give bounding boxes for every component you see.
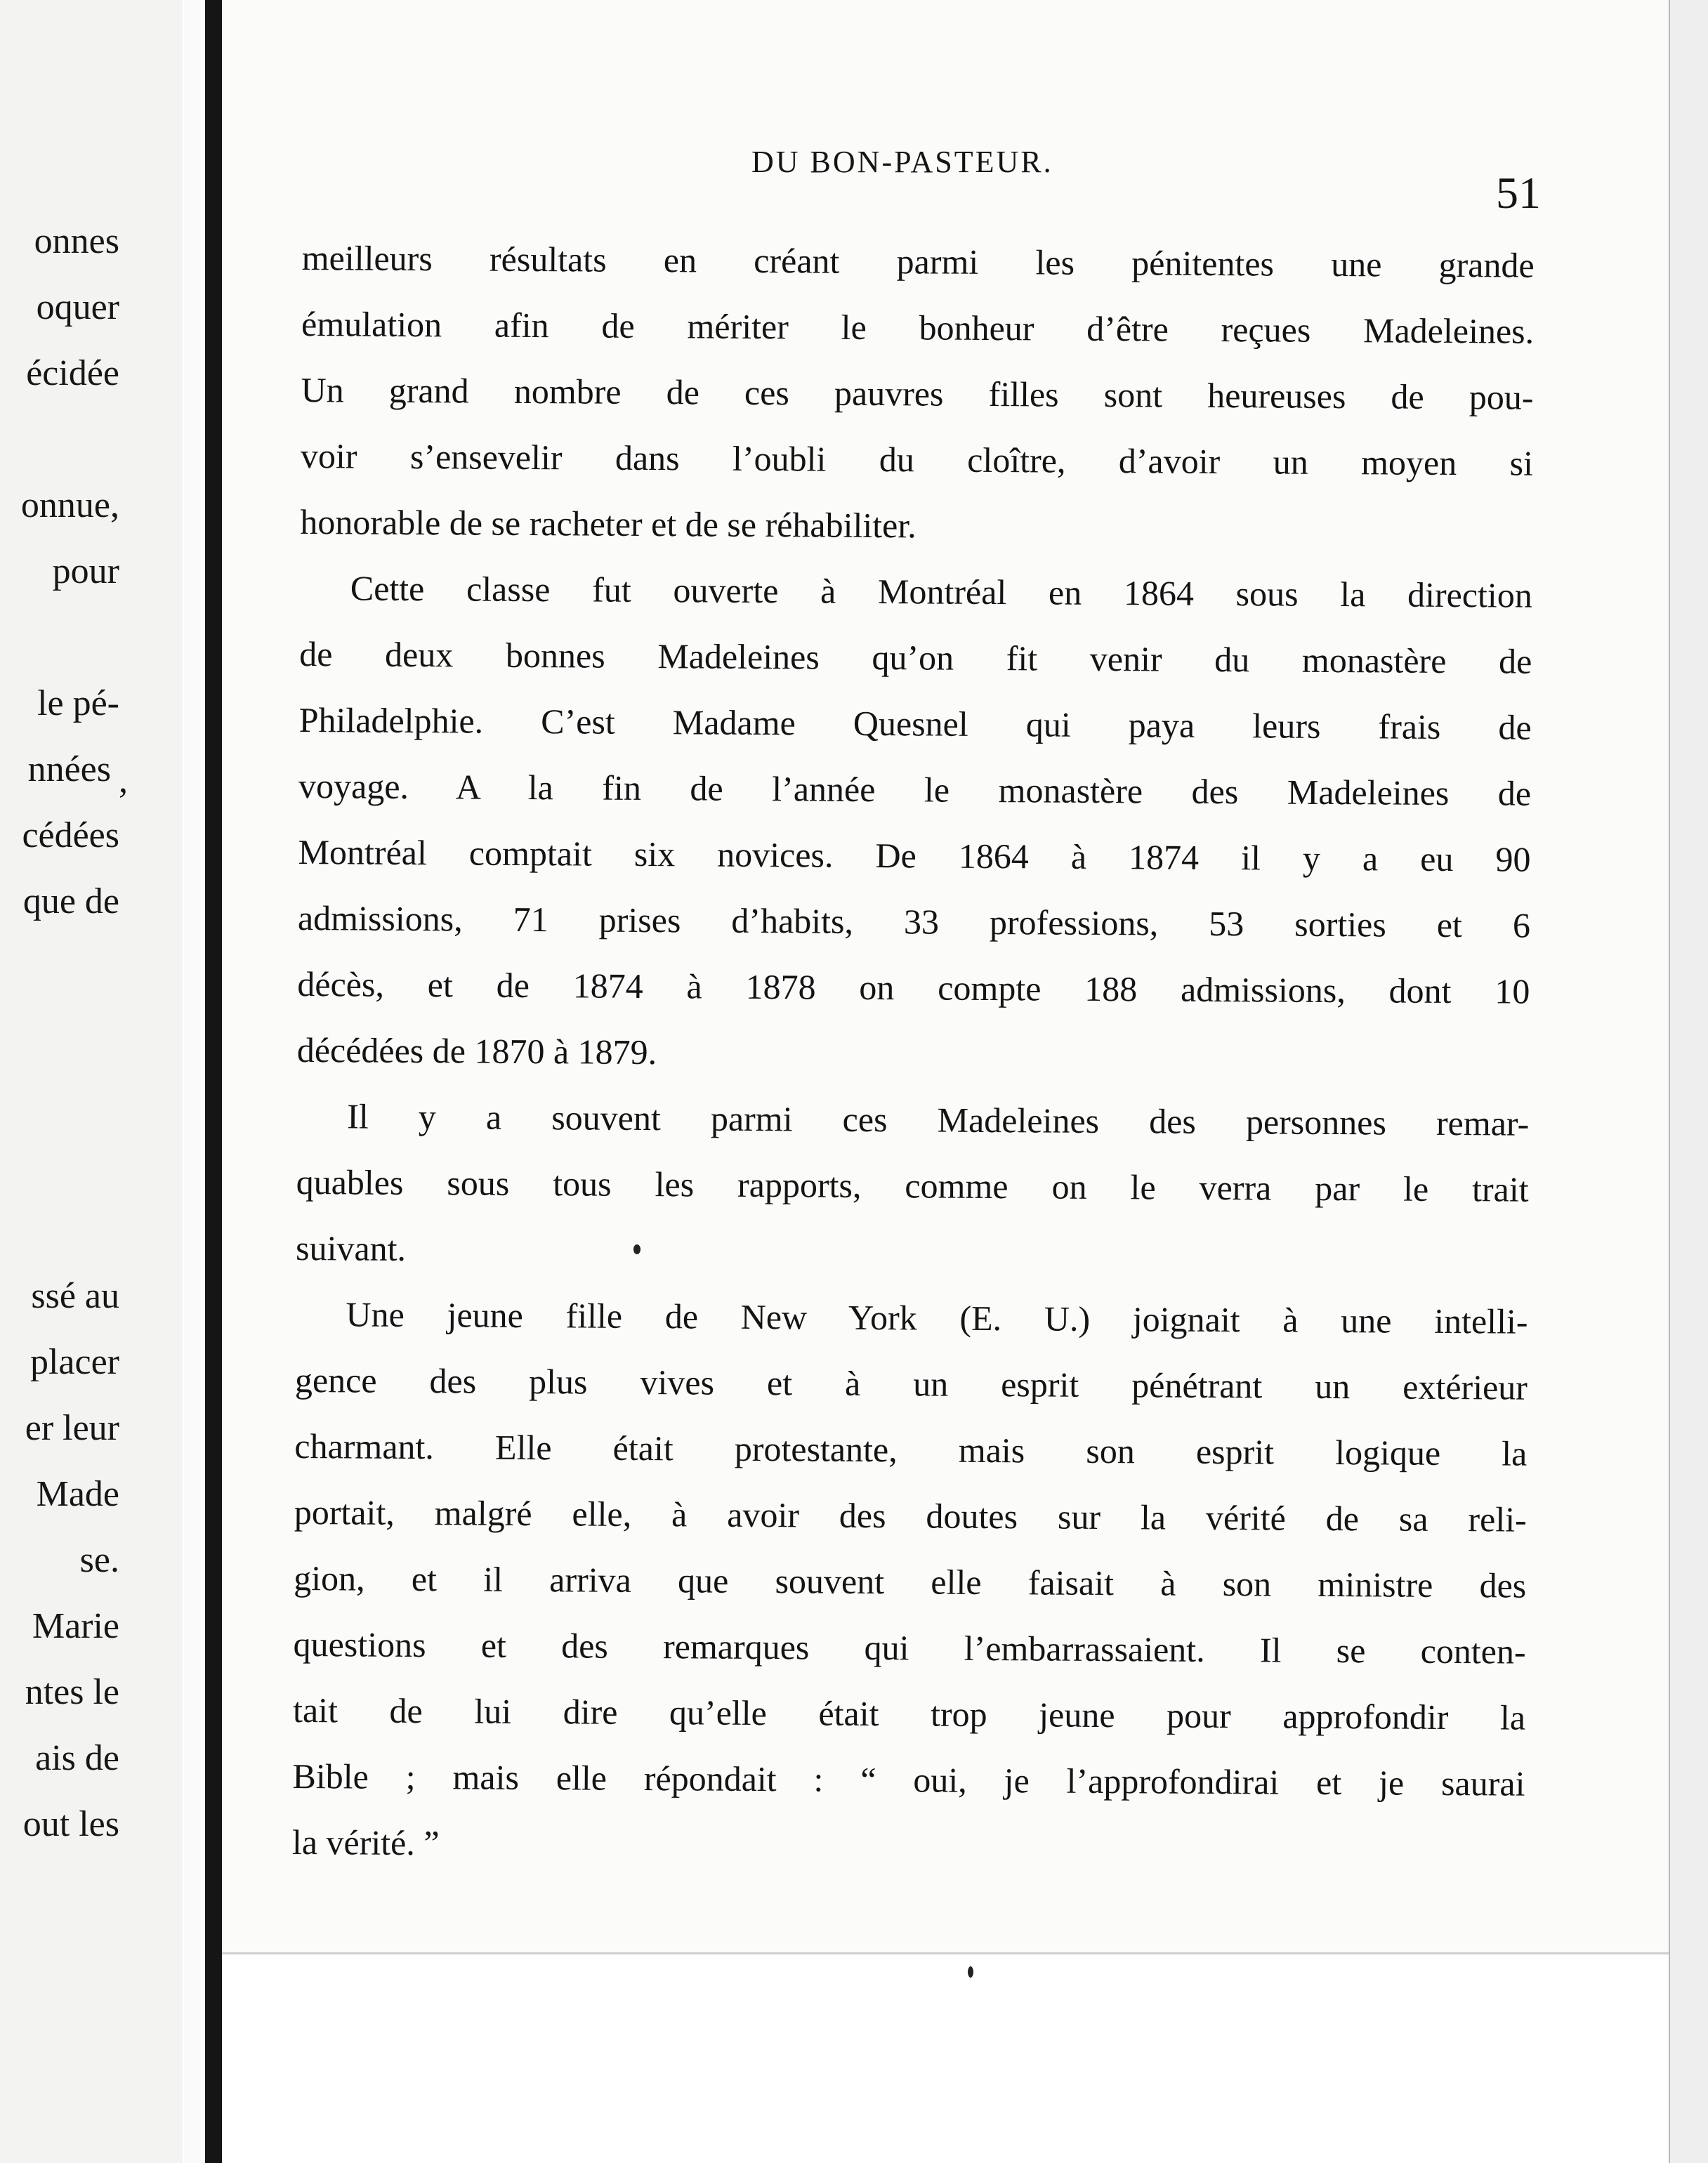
- text-line: tait de lui dire qu’elle était trop jeune pour approfondir la: [292, 1690, 1526, 1737]
- text-line: admissions, 71 prises d’habits, 33 professions, 53 sorties et 6: [297, 898, 1531, 945]
- left-page-fragment: er leur: [25, 1408, 119, 1448]
- left-page-fragment: se.: [79, 1540, 119, 1580]
- left-page-fragment: placer: [29, 1342, 119, 1382]
- left-page-fragment: onnes: [34, 221, 119, 261]
- left-page-fragment: Marie: [32, 1606, 119, 1646]
- text-line: de deux bonnes Madeleines qu’on fit venir du monastère de: [299, 633, 1532, 681]
- left-page-fragment: écidée: [26, 353, 119, 393]
- text-line: Il y a souvent parmi ces Madeleines des personnes remar-: [347, 1096, 1530, 1143]
- page-edge: [1669, 0, 1708, 2163]
- text-line: gence des plus vives et à un esprit pénétrant un extérieur: [294, 1360, 1528, 1407]
- text-line: émulation afin de mériter le bonheur d’être reçues Madeleines.: [301, 303, 1535, 351]
- text-line: Montréal comptait six novices. De 1864 à 1874 il y a eu 90: [298, 831, 1531, 879]
- left-page-fragment: out les: [22, 1804, 119, 1844]
- text-line: gion, et il arriva que souvent elle faisait à son ministre des: [294, 1558, 1527, 1605]
- text-line: questions et des remarques qui l’embarrassaient. Il se conten-: [293, 1624, 1526, 1671]
- text-line: Un grand nombre de ces pauvres filles sont heureuses de pou-: [301, 369, 1534, 417]
- text-line: quables sous tous les rapports, comme on le verra par le trait: [296, 1162, 1529, 1209]
- text-line: décédées de 1870 à 1879.: [296, 1030, 657, 1072]
- body-text: [292, 225, 1535, 1883]
- gutter: [184, 0, 205, 2163]
- print-speck: [633, 1244, 640, 1254]
- text-line: Bible ; mais elle répondait : “ oui, je l’approfondirai et je saurai: [292, 1756, 1525, 1803]
- text-line: honorable de se racheter et de se réhabiliter.: [300, 501, 917, 546]
- text-line: meilleurs résultats en créant parmi les pénitentes une grande: [301, 237, 1535, 285]
- print-speck: [968, 1966, 973, 1978]
- left-page-sliver: [0, 0, 183, 2163]
- left-page-fragment: le pé-: [37, 683, 119, 723]
- text-line: voir s’ensevelir dans l’oubli du cloître, d’avoir un moyen si: [300, 435, 1534, 483]
- left-page-fragment: ntes le: [25, 1672, 119, 1712]
- text-line: Cette classe fut ouverte à Montréal en 1864 sous la direction: [350, 568, 1532, 615]
- text-line: décès, et de 1874 à 1878 on compte 188 admissions, dont 10: [297, 964, 1530, 1011]
- text-line: voyage. A la fin de l’année le monastère des Madeleines de: [298, 765, 1532, 813]
- left-page-fragment: ssé au: [31, 1276, 119, 1316]
- text-line: la vérité. ”: [291, 1822, 440, 1863]
- text-line: portait, malgré elle, à avoir des doutes sur la vérité de sa reli-: [294, 1492, 1527, 1539]
- left-page-fragment: nnées: [27, 749, 111, 789]
- text-line: charmant. Elle était protestante, mais son esprit logique la: [294, 1426, 1528, 1473]
- text-line: Philadelphie. C’est Madame Quesnel qui paya leurs frais de: [298, 699, 1532, 747]
- left-page-fragment: que de: [22, 881, 119, 921]
- text-line: suivant.: [295, 1228, 407, 1268]
- text-line: Une jeune fille de New York (E. U.) joignait à une intelli-: [346, 1294, 1528, 1341]
- left-page-fragment: Made: [36, 1474, 119, 1514]
- left-page-fragment: onnue,: [20, 485, 119, 525]
- left-page-fragment: ,: [119, 761, 128, 801]
- left-page-fragment: oquer: [36, 287, 119, 327]
- running-head: DU BON-PASTEUR.: [751, 145, 1053, 179]
- left-page-fragment: pour: [52, 551, 119, 591]
- left-page-fragment: ais de: [35, 1738, 119, 1778]
- page-number: 51: [1496, 168, 1541, 218]
- book-spine-shadow: [205, 0, 222, 2163]
- left-page-fragment: cédées: [22, 815, 119, 855]
